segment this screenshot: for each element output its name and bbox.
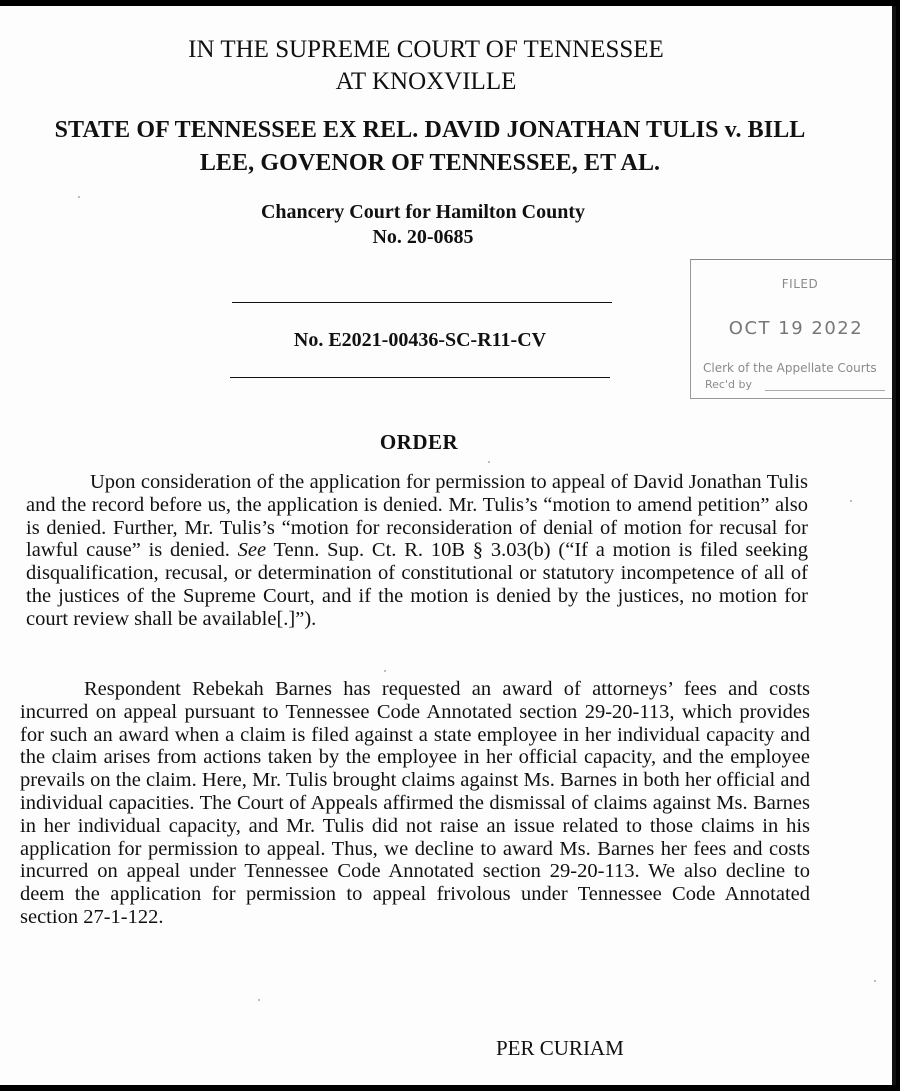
order-title: ORDER xyxy=(379,430,459,454)
caption-line-2: LEE, GOVENOR OF TENNESSEE, ET AL. xyxy=(199,150,661,176)
order-paragraph-2: Respondent Rebekah Barnes has requested an award of attorneys’ fees and costs incurred on appeal pursuant to Tennessee Code Annotated section 29-20-113, which provides for such an award when a claim is filed against a state employee in her individual capacity and the claim arises from actions taken by the employee in her official capacity, and the employee prevails on the claim. Here, Mr. Tulis brought claims against Ms. Barnes in both her official and individual capacities. The Court of Appeals affirmed the dismissal of claims against Ms. Barnes in her individual capacity, and Mr. Tulis did not raise an issue related to those claims in his application for permission to appeal. Thus, we decline to award Ms. Barnes her fees and costs incurred on appeal under Tennessee Code Annotated section 29-20-113. We also decline to deem the application for permission to appeal frivolous under Tennessee Code Annotated section 27-1-122. xyxy=(20,678,810,928)
signature-per-curiam: PER CURIAM xyxy=(496,1036,624,1060)
caption-line-1: STATE OF TENNESSEE EX REL. DAVID JONATHAN TULIS v. BILL xyxy=(54,117,806,143)
paragraph-1-text-a: Upon consideration of the application for permission to appeal of David Jonathan Tulis and the record before us, the application is denied. Mr. Tulis’s “motion to amend petition” also is denied. Further, Mr. Tulis’s “motion for reconsideration of denial of motion for recusal for lawful cause” is denied. xyxy=(26,471,808,562)
docket-number: No. E2021-00436-SC-R11-CV xyxy=(293,329,547,351)
received-signature-line xyxy=(765,390,885,391)
paragraph-1-text-b: Tenn. Sup. Ct. R. 10B § 3.03(b) (“If a motion is filed seeking disqualification, recusal, or determination of constitutional or statutory incompetence of all of the justices of the Supreme Court, and if the motion is denied by the justices, no motion for court review shall be available[.]”). xyxy=(26,539,809,630)
filed-stamp xyxy=(690,259,896,399)
divider-top xyxy=(232,302,612,303)
scan-speck xyxy=(850,500,852,502)
filed-date: OCT 19 2022 xyxy=(728,318,864,339)
document-page xyxy=(0,6,896,1085)
clerk-label: Clerk of the Appellate Courts xyxy=(703,361,877,375)
filed-label: FILED xyxy=(781,277,819,291)
court-heading xyxy=(0,34,852,98)
divider-bottom xyxy=(230,377,610,378)
court-location: AT KNOXVILLE xyxy=(335,68,517,95)
court-name: IN THE SUPREME COURT OF TENNESSEE xyxy=(188,36,664,63)
paragraph-1-see: See xyxy=(237,539,267,562)
order-paragraph-1 xyxy=(26,471,808,631)
lower-court xyxy=(0,200,846,250)
lower-court-number: No. 20-0685 xyxy=(372,226,474,248)
case-caption xyxy=(40,114,820,180)
scan-speck xyxy=(384,670,386,672)
scan-speck xyxy=(258,999,260,1001)
scan-speck xyxy=(78,196,80,198)
scan-speck xyxy=(488,461,490,463)
lower-court-name: Chancery Court for Hamilton County xyxy=(260,201,586,223)
scan-speck xyxy=(874,980,876,982)
received-label: Rec'd by xyxy=(705,378,752,391)
